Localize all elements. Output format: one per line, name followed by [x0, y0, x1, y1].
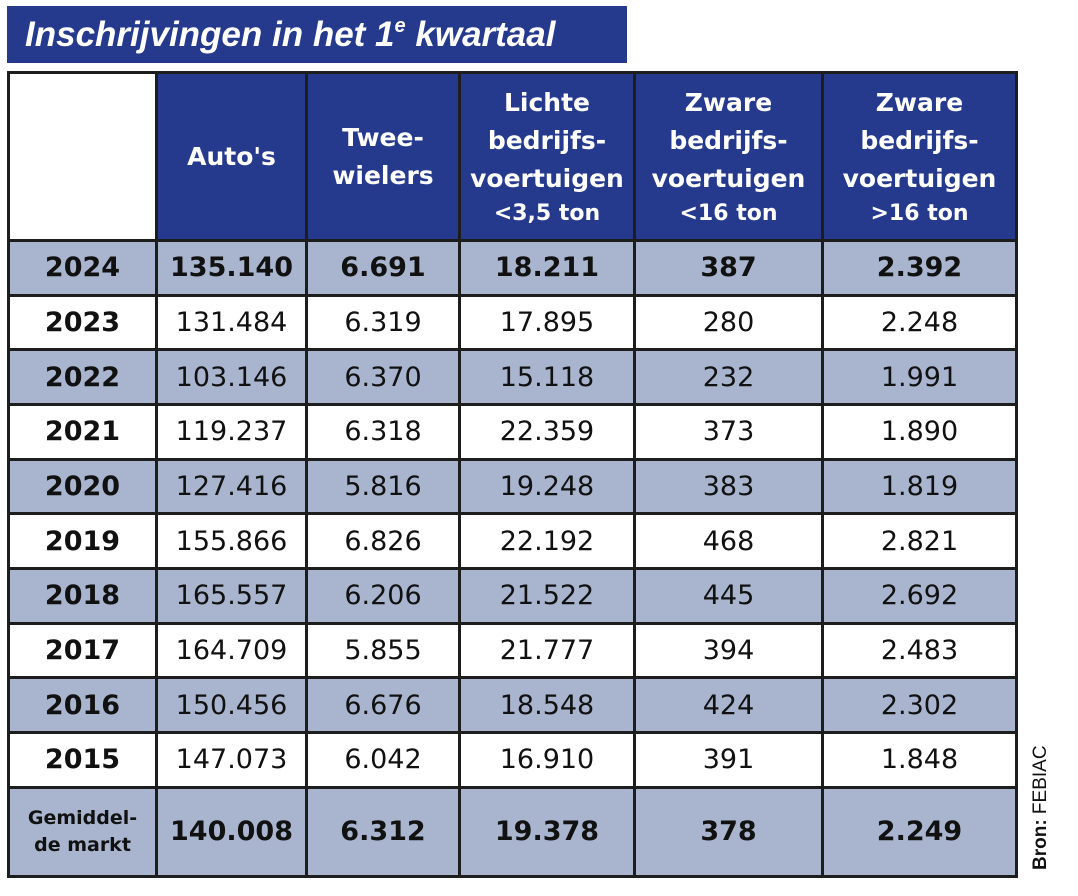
column-header-line: bedrijfs-	[860, 125, 979, 155]
row-year-label: 2018	[9, 569, 157, 624]
table-cell: 127.416	[157, 459, 307, 514]
row-year-label: 2017	[9, 623, 157, 678]
average-label-line: Gemiddel-	[27, 806, 138, 829]
table-cell: 6.370	[307, 350, 460, 405]
registrations-table	[7, 71, 1018, 878]
table-cell: 147.073	[157, 733, 307, 788]
column-header-unit: >16 ton	[870, 200, 969, 226]
table-cell: 103.146	[157, 350, 307, 405]
table-cell: 18.548	[460, 678, 635, 733]
table-cell: 6.319	[307, 295, 460, 350]
table-cell: 150.456	[157, 678, 307, 733]
table-cell: 383	[635, 459, 823, 514]
table-cell: 387	[635, 241, 823, 296]
title-main: Inschrijvingen in het 1	[25, 15, 395, 54]
column-header-unit: <16 ton	[679, 200, 778, 226]
table-cell: 373	[635, 405, 823, 460]
table-cell: 15.118	[460, 350, 635, 405]
average-cell: 6.312	[307, 787, 460, 876]
table-cell: 21.522	[460, 569, 635, 624]
title-tail: kwartaal	[405, 15, 556, 54]
column-header-line: voertuigen	[651, 163, 806, 193]
column-header	[823, 73, 1017, 241]
table-cell: 1.848	[823, 733, 1017, 788]
table-row	[9, 241, 1017, 296]
table-cell: 6.206	[307, 569, 460, 624]
table-row	[9, 678, 1017, 733]
table-cell: 2.692	[823, 569, 1017, 624]
corner-cell	[9, 73, 157, 241]
column-header-unit: <3,5 ton	[493, 200, 601, 226]
source-note	[1026, 720, 1056, 870]
table-cell: 19.248	[460, 459, 635, 514]
table-cell: 468	[635, 514, 823, 569]
table-cell: 22.192	[460, 514, 635, 569]
title-superscript: e	[394, 15, 406, 37]
table-cell: 17.895	[460, 295, 635, 350]
table-title	[7, 6, 627, 63]
column-header-line: voertuigen	[470, 163, 624, 193]
table-cell: 1.890	[823, 405, 1017, 460]
column-header-line: voertuigen	[842, 163, 997, 193]
table-cell: 2.392	[823, 241, 1017, 296]
table-cell: 164.709	[157, 623, 307, 678]
column-header-line: wielers	[332, 160, 434, 190]
average-cell: 140.008	[157, 787, 307, 876]
row-year-label: 2020	[9, 459, 157, 514]
table-cell: 1.819	[823, 459, 1017, 514]
table-cell: 21.777	[460, 623, 635, 678]
average-cell: 378	[635, 787, 823, 876]
table-cell: 5.855	[307, 623, 460, 678]
source-name: FEBIAC	[1030, 745, 1051, 815]
table-cell: 2.248	[823, 295, 1017, 350]
table-cell: 2.483	[823, 623, 1017, 678]
table-cell: 155.866	[157, 514, 307, 569]
table-cell: 5.816	[307, 459, 460, 514]
row-year-label: 2024	[9, 241, 157, 296]
row-year-label: 2023	[9, 295, 157, 350]
average-row-label	[9, 787, 157, 876]
column-header-line: Zware	[684, 87, 773, 117]
table-cell: 165.557	[157, 569, 307, 624]
column-header-line: Twee-	[342, 122, 424, 152]
table-row	[9, 514, 1017, 569]
average-cell: 19.378	[460, 787, 635, 876]
column-header	[460, 73, 635, 241]
average-row	[9, 787, 1017, 876]
column-header-line: Lichte	[503, 87, 591, 117]
average-label-line: de markt	[34, 833, 131, 856]
table-cell: 131.484	[157, 295, 307, 350]
column-header	[157, 73, 307, 241]
table-cell: 6.826	[307, 514, 460, 569]
column-header-line: Auto's	[187, 141, 276, 171]
table-cell: 6.676	[307, 678, 460, 733]
average-cell: 2.249	[823, 787, 1017, 876]
table-row	[9, 733, 1017, 788]
column-header-line: bedrijfs-	[487, 125, 607, 155]
column-header	[307, 73, 460, 241]
table-cell: 394	[635, 623, 823, 678]
table-cell: 6.318	[307, 405, 460, 460]
table-cell: 6.042	[307, 733, 460, 788]
table-cell: 232	[635, 350, 823, 405]
source-label: Bron:	[1030, 819, 1051, 870]
row-year-label: 2015	[9, 733, 157, 788]
table-cell: 2.821	[823, 514, 1017, 569]
header-row	[9, 73, 1017, 241]
table-cell: 119.237	[157, 405, 307, 460]
table-cell: 135.140	[157, 241, 307, 296]
table-row	[9, 459, 1017, 514]
table-row	[9, 623, 1017, 678]
column-header-line: Zware	[875, 87, 964, 117]
column-header	[635, 73, 823, 241]
table-row	[9, 350, 1017, 405]
table-cell: 22.359	[460, 405, 635, 460]
table-cell: 6.691	[307, 241, 460, 296]
table-cell: 1.991	[823, 350, 1017, 405]
row-year-label: 2022	[9, 350, 157, 405]
table-cell: 2.302	[823, 678, 1017, 733]
row-year-label: 2021	[9, 405, 157, 460]
table-cell: 16.910	[460, 733, 635, 788]
table-row	[9, 295, 1017, 350]
table-row	[9, 405, 1017, 460]
table-row	[9, 569, 1017, 624]
table-cell: 391	[635, 733, 823, 788]
table-cell: 18.211	[460, 241, 635, 296]
table-cell: 424	[635, 678, 823, 733]
row-year-label: 2016	[9, 678, 157, 733]
table-cell: 445	[635, 569, 823, 624]
column-header-line: bedrijfs-	[669, 125, 788, 155]
table-cell: 280	[635, 295, 823, 350]
row-year-label: 2019	[9, 514, 157, 569]
